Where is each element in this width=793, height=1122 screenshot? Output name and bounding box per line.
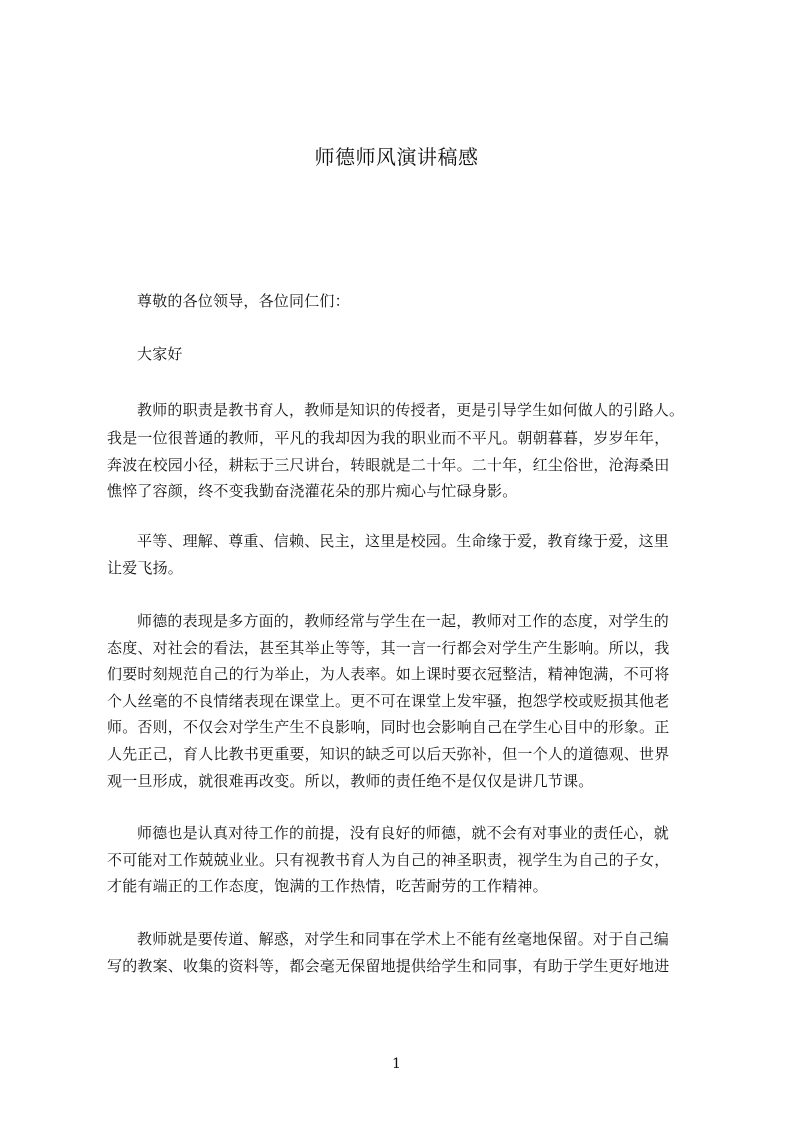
- paragraph-4-line-2: 不可能对工作兢兢业业。只有视教书育人为自己的神圣职责，视学生为自己的子女，: [107, 851, 670, 869]
- paragraph-4-line-1: 师德也是认真对待工作的前提，没有良好的师德，就不会有对事业的责任心，就: [137, 824, 670, 842]
- paragraph-1-line-1: 教师的职责是教书育人，教师是知识的传授者，更是引导学生如何做人的引路人。: [137, 401, 685, 419]
- paragraph-3-line-1: 师德的表现是多方面的，教师经常与学生在一起，教师对工作的态度，对学生的: [137, 612, 670, 630]
- paragraph-2-line-1: 平等、理解、尊重、信赖、民主，这里是校园。生命缘于爱，教育缘于爱，这里: [137, 532, 670, 550]
- paragraph-1-line-3: 奔波在校园小径，耕耘于三尺讲台，转眼就是二十年。二十年，红尘俗世，沧海桑田: [107, 456, 670, 474]
- paragraph-3-line-7: 观一旦形成，就很难再改变。所以，教师的责任绝不是仅仅是讲几节课。: [107, 772, 594, 790]
- document-title: 师德师风演讲稿感: [314, 145, 479, 169]
- paragraph-3-line-5: 师。否则，不仅会对学生产生不良影响，同时也会影响自己在学生心目中的形象。正: [107, 718, 670, 736]
- paragraph-1-line-4: 憔悴了容颜，终不变我勤奋浇灌花朵的那片痴心与忙碌身影。: [107, 482, 518, 500]
- paragraph-3-line-4: 个人丝毫的不良情绪表现在课堂上。更不可在课堂上发牢骚，抱怨学校或贬损其他老: [107, 692, 670, 710]
- paragraph-5-line-1: 教师就是要传道、解惑，对学生和同事在学术上不能有丝毫地保留。对于自己编: [137, 930, 670, 948]
- greeting: 大家好: [137, 345, 183, 363]
- paragraph-4-line-3: 才能有端正的工作态度，饱满的工作热情，吃苦耐劳的工作精神。: [107, 877, 548, 895]
- paragraph-2-line-2: 让爱飞扬。: [107, 559, 184, 577]
- page-number: 1: [392, 1056, 401, 1072]
- salutation: 尊敬的各位领导，各位同仁们：: [137, 292, 350, 310]
- paragraph-3-line-2: 态度、对社会的看法，甚至其举止等等，其一言一行都会对学生产生影响。所以，我: [107, 639, 670, 657]
- paragraph-3-line-6: 人先正己，育人比教书更重要，知识的缺乏可以后天弥补，但一个人的道德观、世界: [107, 745, 670, 763]
- paragraph-3-line-3: 们要时刻规范自己的行为举止，为人表率。如上课时要衣冠整洁，精神饱满，不可将: [107, 665, 670, 683]
- paragraph-5-line-2: 写的教案、收集的资料等，都会毫无保留地提供给学生和同事，有助于学生更好地进: [107, 957, 670, 975]
- paragraph-1-line-2: 我是一位很普通的教师，平凡的我却因为我的职业而不平凡。朝朝暮暮，岁岁年年，: [107, 429, 670, 447]
